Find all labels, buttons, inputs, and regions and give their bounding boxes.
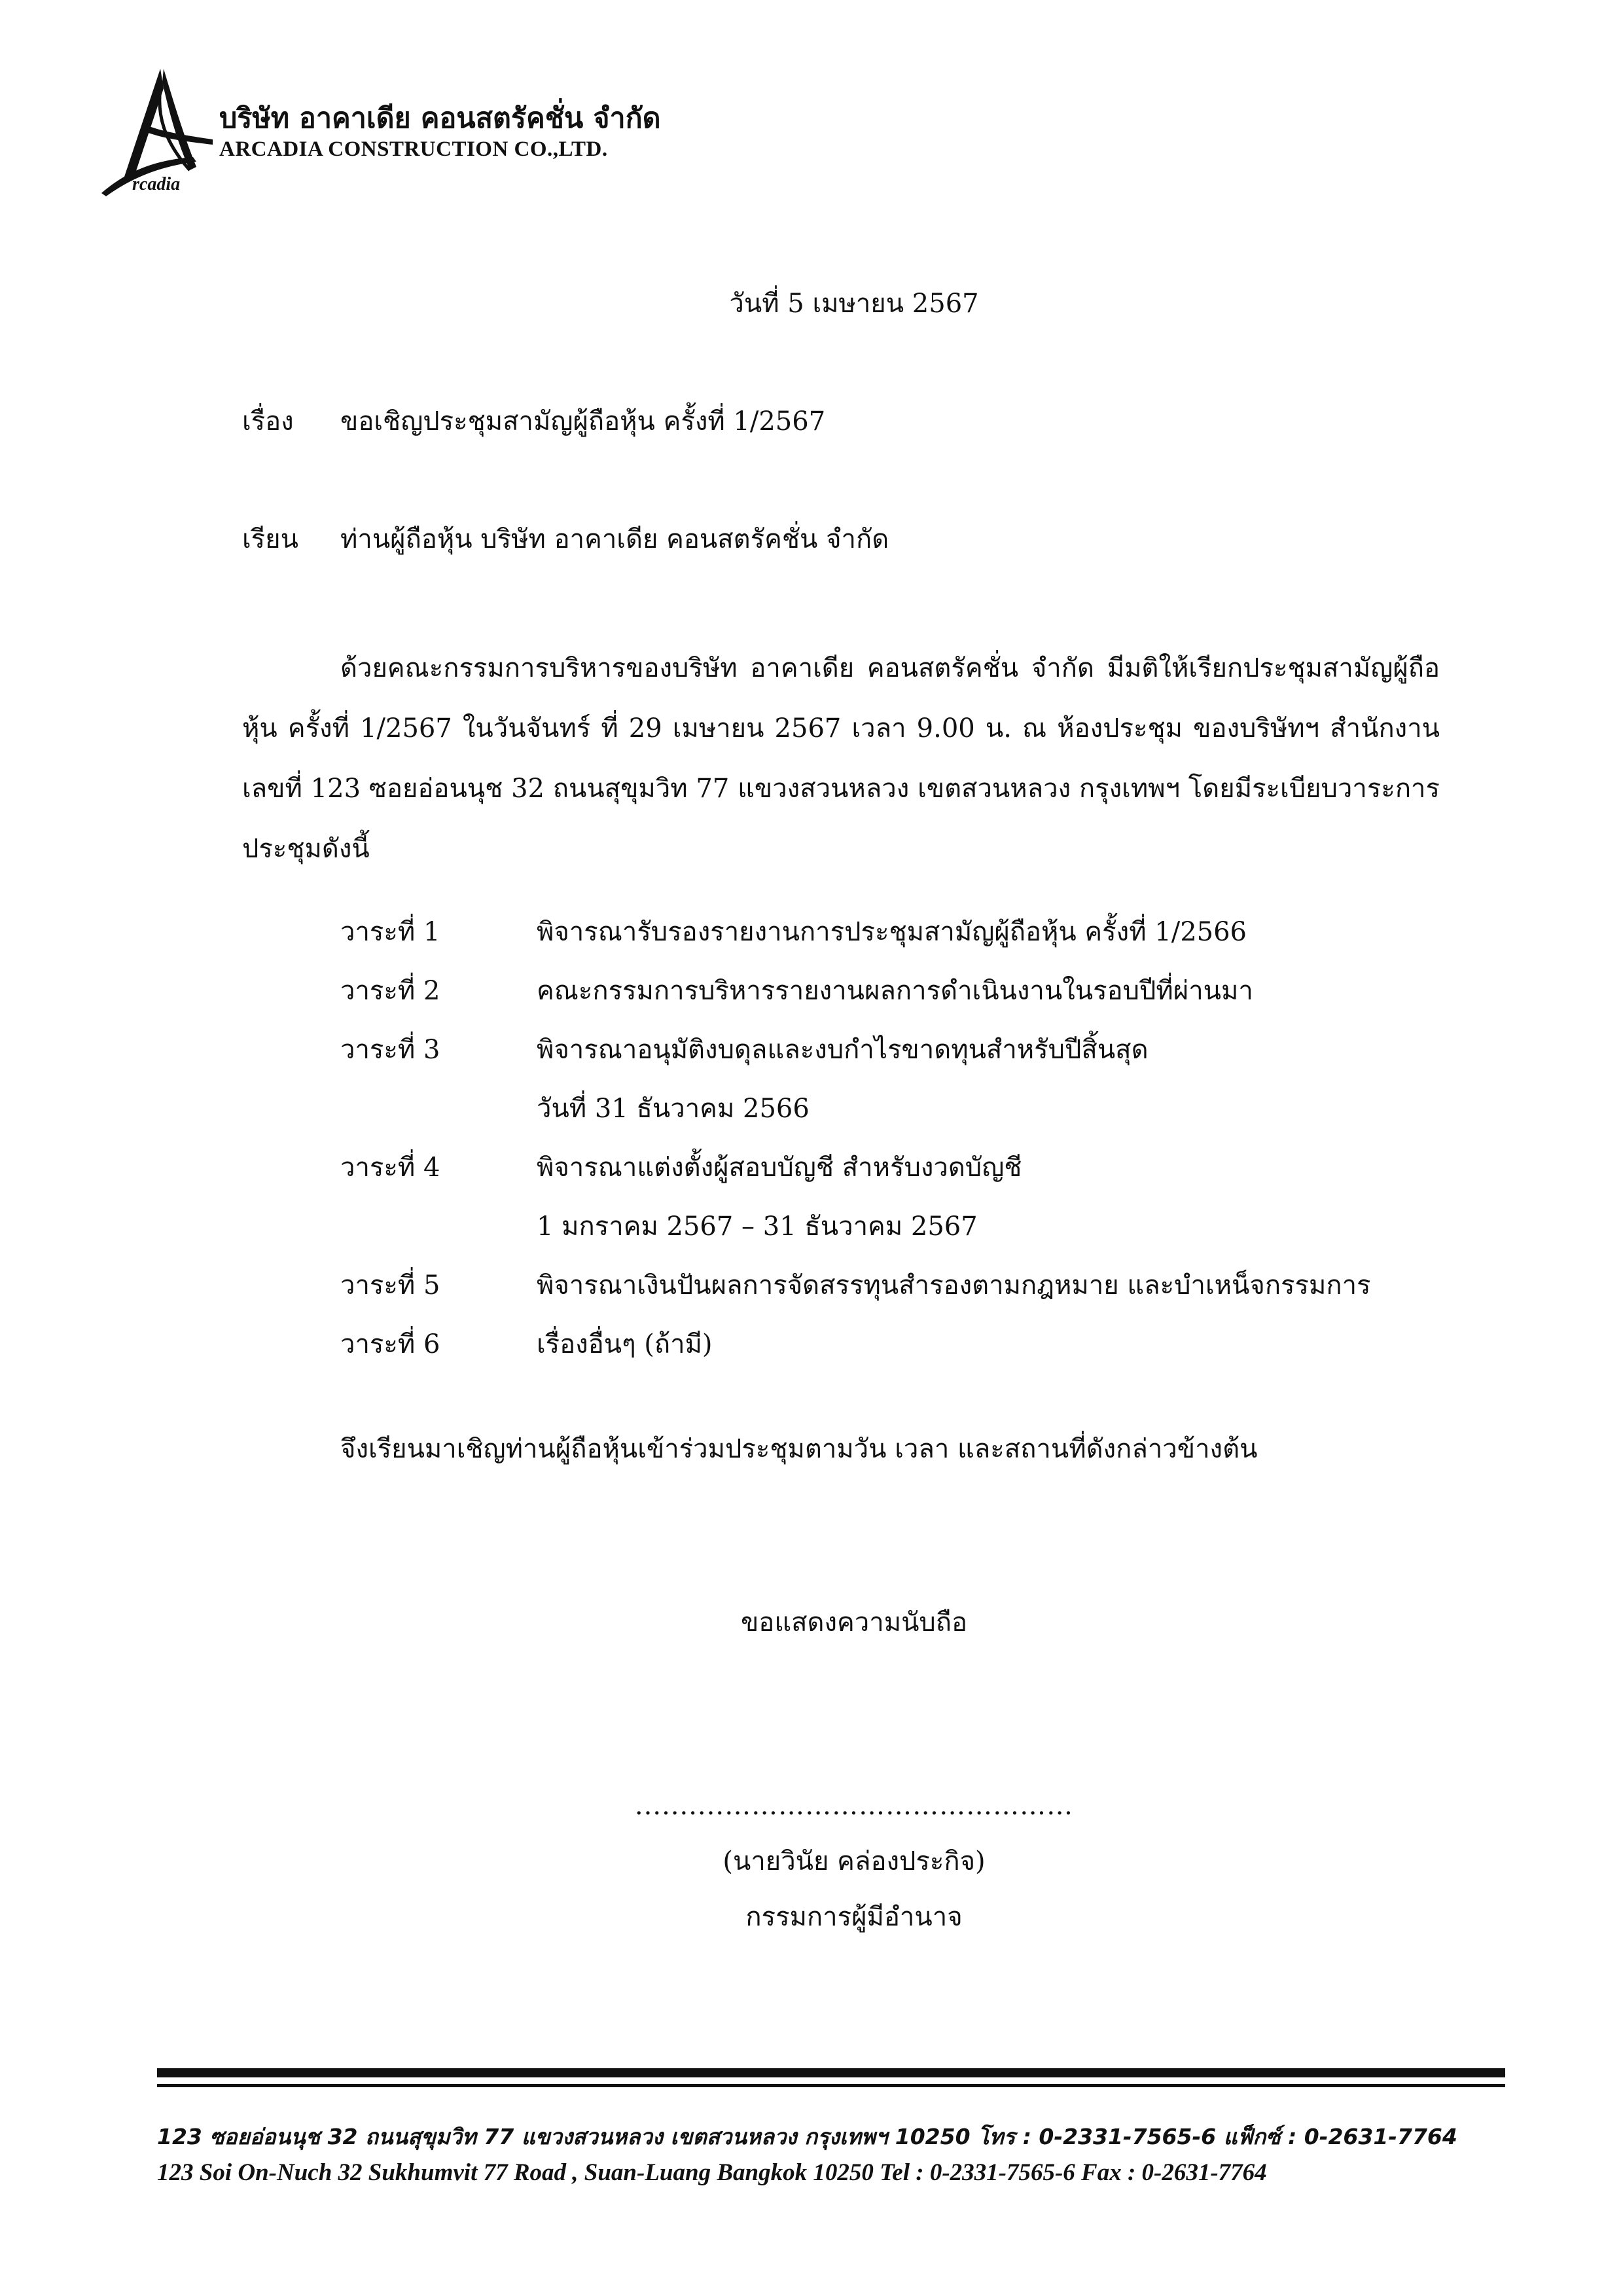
agenda-label: วาระที่ 4: [340, 1153, 440, 1183]
agenda-item: [340, 1152, 1453, 1211]
agenda-label: วาระที่ 5: [340, 1270, 440, 1300]
agenda-text: พิจารณาอนุมัติงบดุลและงบกำไรขาดทุนสำหรับปีสิ้นสุด: [537, 1035, 1149, 1065]
logo-graphic: [98, 62, 229, 206]
intro-paragraph: [242, 638, 1440, 879]
agenda-label: วาระที่ 1: [340, 917, 440, 947]
agenda-item-continuation: [340, 1093, 1453, 1152]
agenda-label: วาระที่ 3: [340, 1035, 440, 1065]
agenda-text: คณะกรรมการบริหารรายงานผลการดำเนินงานในรอบปีที่ผ่านมา: [537, 976, 1253, 1006]
agenda-text: พิจารณารับรองรายงานการประชุมสามัญผู้ถือหุ้น ครั้งที่ 1/2566: [537, 917, 1247, 947]
agenda-label: วาระที่ 2: [340, 976, 440, 1006]
agenda-item: [340, 1329, 1453, 1388]
signer-name: (นายวินัย คล่องประกิจ): [722, 1846, 986, 1876]
arcadia-logo-icon: [98, 62, 229, 206]
agenda-text: พิจารณาแต่งตั้งผู้สอบบัญชี สำหรับงวดบัญชี: [537, 1153, 1022, 1183]
footer-address-thai: 123 ซอยอ่อนนุช 32 ถนนสุขุมวิท 77 แขวงสวนหลวง เขตสวนหลวง กรุงเทพฯ 10250 โทร : 0-2331-7565-6 แฟ็กซ์ : 0-2631-7764: [157, 2124, 1457, 2149]
agenda-text-continuation: วันที่ 31 ธันวาคม 2566: [537, 1094, 810, 1124]
agenda-item: [340, 1270, 1453, 1329]
closing-sentence: จึงเรียนมาเชิญท่านผู้ถือหุ้นเข้าร่วมประชุมตามวัน เวลา และสถานที่ดังกล่าวข้างต้น: [340, 1434, 1258, 1464]
logo-text: rcadia: [132, 174, 181, 194]
agenda-text: พิจารณาเงินปันผลการจัดสรรทุนสำรองตามกฎหมาย และบำเหน็จกรรมการ: [537, 1270, 1371, 1300]
footer-divider-thick: [157, 2068, 1505, 2077]
company-name-thai: บริษัท อาคาเดีย คอนสตรัคชั่น จำกัด: [219, 102, 661, 135]
agenda-label: วาระที่ 6: [340, 1329, 440, 1359]
recipient-label: เรียน: [242, 524, 298, 554]
signature-line: ..........…………………………………: [634, 1791, 1074, 1821]
agenda-text-continuation: 1 มกราคม 2567 – 31 ธันวาคม 2567: [537, 1211, 978, 1242]
subject-label: เรื่อง: [242, 406, 294, 437]
subject-text: ขอเชิญประชุมสามัญผู้ถือหุ้น ครั้งที่ 1/2567: [340, 406, 826, 437]
footer-divider-thin: [157, 2084, 1505, 2087]
agenda-item-continuation: [340, 1211, 1453, 1270]
recipient-text: ท่านผู้ถือหุ้น บริษัท อาคาเดีย คอนสตรัคชั่น จำกัด: [340, 524, 889, 554]
agenda-list: [340, 916, 1453, 1388]
agenda-item: [340, 1034, 1453, 1093]
agenda-item: [340, 975, 1453, 1034]
letter-date: วันที่ 5 เมษายน 2567: [729, 289, 979, 319]
agenda-item: [340, 916, 1453, 975]
intro-text: ด้วยคณะกรรมการบริหารของบริษัท อาคาเดีย คอนสตรัคชั่น จำกัด มีมติให้เรียกประชุมสามัญผู้ถือหุ้น ครั้งที่ 1/2567 ในวันจันทร์ ที่ 29 เมษายน 2567 เวลา 9.00 น. ณ ห้องประชุม ของบริษัทฯ สำนักงานเลขที่ 123 ซอยอ่อนนุช 32 ถนนสุขุมวิท 77 แขวงสวนหลวง เขตสวนหลวง กรุงเทพฯ โดยมีระเบียบวาระการประชุมดังนี้: [242, 653, 1440, 864]
company-name-english: ARCADIA CONSTRUCTION CO.,LTD.: [219, 137, 608, 161]
agenda-text: เรื่องอื่นๆ (ถ้ามี): [537, 1329, 713, 1359]
regards: ขอแสดงความนับถือ: [740, 1607, 968, 1638]
signer-title: กรรมการผู้มีอำนาจ: [745, 1902, 963, 1932]
footer-address-english: 123 Soi On-Nuch 32 Sukhumvit 77 Road , Suan-Luang Bangkok 10250 Tel : 0-2331-7565-6 Fax : 0-2631-7764: [157, 2159, 1267, 2186]
